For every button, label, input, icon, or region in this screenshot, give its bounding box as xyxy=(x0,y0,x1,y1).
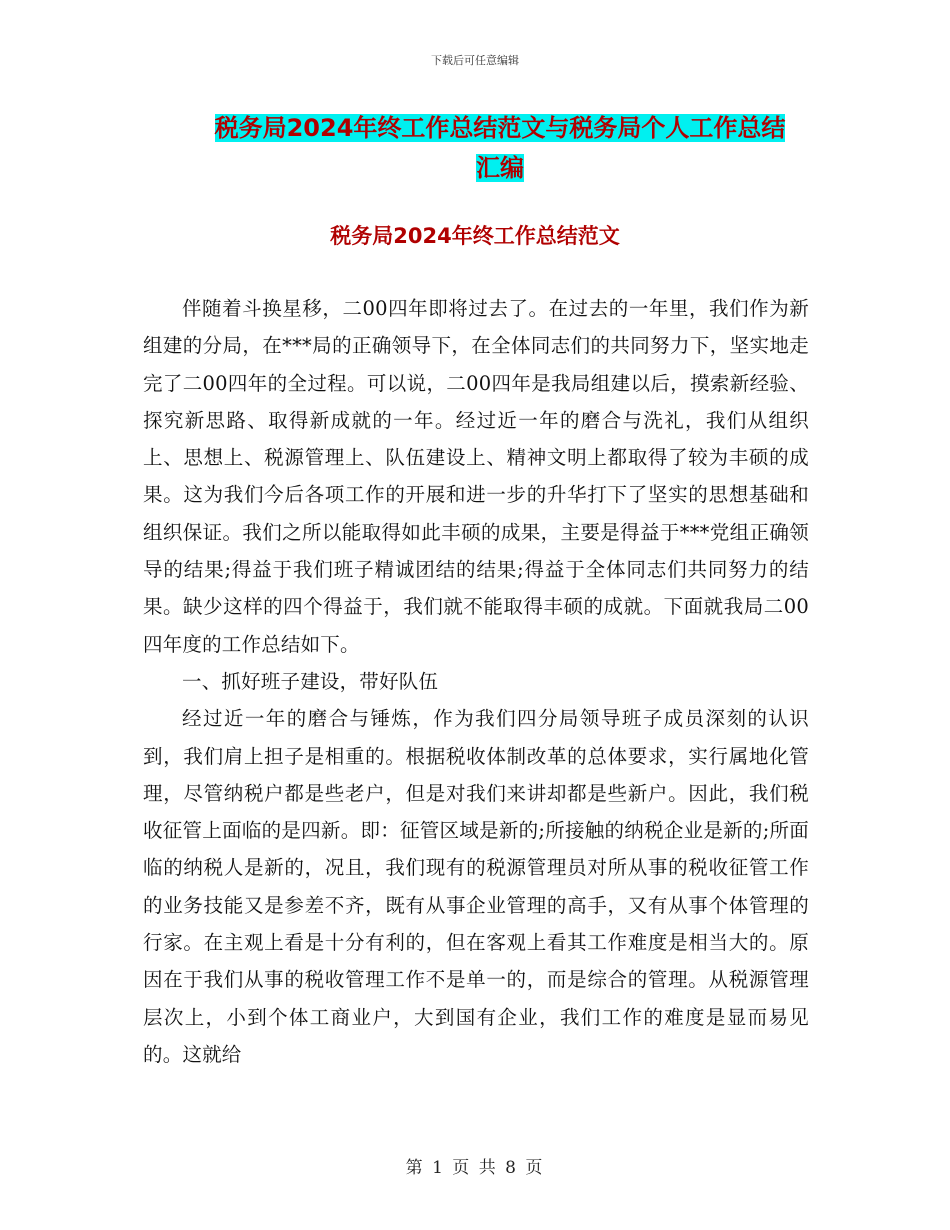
body-paragraph: 伴随着斗换星移，二00四年即将过去了。在过去的一年里，我们作为新组建的分局，在***局的正确领导下，在全体同志们的共同努力下，坚实地走完了二00四年的全过程。可以说，二00四年是我局组建以后，摸索新经验、探究新思路、取得新成就的一年。经过近一年的磨合与洗礼，我们从组织上、思想上、税源管理上、队伍建设上、精神文明上都取得了较为丰硕的成果。这为我们今后各项工作的开展和进一步的升华打下了坚实的思想基础和组织保证。我们之所以能取得如此丰硕的成果，主要是得益于***党组正确领导的结果;得益于我们班子精诚团结的结果;得益于全体同志们共同努力的结果。缺少这样的四个得益于，我们就不能取得丰硕的成就。下面就我局二00四年度的工作总结如下。 xyxy=(143,297,809,656)
document-body xyxy=(143,290,809,1073)
document-title-line-2: 汇编 xyxy=(476,154,524,182)
page-header-note: 下载后可任意编辑 xyxy=(431,54,519,67)
document-title xyxy=(185,108,815,188)
section-title: 税务局2024年终工作总结范文 xyxy=(330,224,620,248)
body-paragraph: 经过近一年的磨合与锤炼，作为我们四分局领导班子成员深刻的认识到，我们肩上担子是相重的。根据税收体制改革的总体要求，实行属地化管理，尽管纳税户都是些老户，但是对我们来讲却都是些新户。因此，我们税收征管上面临的是四新。即：征管区域是新的;所接触的纳税企业是新的;所面临的纳税人是新的，况且，我们现有的税源管理员对所从事的税收征管工作的业务技能又是参差不齐，既有从事企业管理的高手，又有从事个体管理的行家。在主观上看是十分有利的，但在客观上看其工作难度是相当大的。原因在于我们从事的税收管理工作不是单一的，而是综合的管理。从税源管理层次上，小到个体工商业户，大到国有企业，我们工作的难度是显而易见的。这就给 xyxy=(143,707,809,1066)
document-title-line-1: 税务局2024年终工作总结范文与税务局个人工作总结 xyxy=(214,114,786,142)
section-heading: 一、抓好班子建设，带好队伍 xyxy=(182,669,439,693)
page-number: 第 1 页 共 8 页 xyxy=(405,1158,545,1178)
